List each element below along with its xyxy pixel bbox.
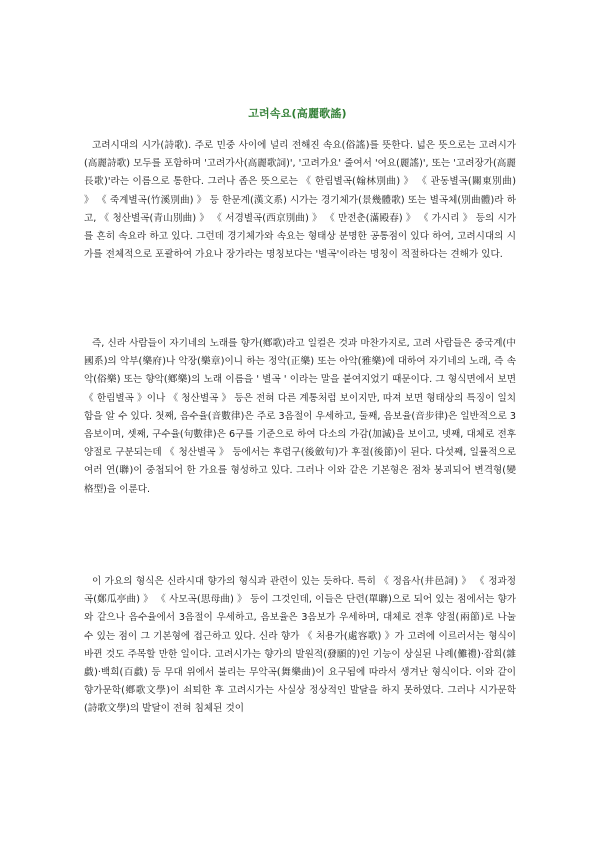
document-title: 고려속요(高麗歌謠) [248,107,347,120]
paragraph-1: 고려시대의 시가(詩歌). 주로 민중 사이에 널리 전해진 속요(俗謠)를 뜻한다. 넓은 뜻으로는 고려시가(高麗詩歌) 모두를 포함하며 '고려가사(高麗歌詞)', '고려가요' 줄여서 '여요(麗謠)', 또는 '고려장가(高麗長歌)'라는 이름으로 통한다. 그러나 좁은 뜻으로는 《 한림별곡(翰林別曲) 》 《 관동별곡(關東別曲) 》 《 죽계별곡(竹溪別曲) 》 등 한문계(漢文系) 시가는 경기체가(景幾體歌) 또는 별곡체(別曲體)라 하고, 《 청산별곡(青山別曲) 》 《 서경별곡(西京別曲) 》 《 만전춘(滿殿春) 》 《 가시리 》 등의 시가를 흔히 속요라 하고 있다. 그런데 경기체가와 속요는 형태상 분명한 공통점이 있다 하여, 고려시대의 시가를 전체적으로 포괄하여 가요나 장가라는 명칭보다는 '별곡'이라는 명칭이 적절하다는 견해가 있다. [84,140,516,261]
paragraph-3: 이 가요의 형식은 신라시대 향가의 형식과 관련이 있는 듯하다. 특히 《 정읍사(井邑詞) 》 《 정과정곡(鄭瓜亭曲) 》 《 사모곡(思母曲) 》 등이 그것인데, 이들은 단련(單聯)으로 되어 있는 점에서는 향가와 같으나 음수율에서 3음절이 우세하고, 음보율은 3음보가 우세하며, 대체로 전후 양절(兩節)로 나눌 수 있는 점이 그 기본형에 접근하고 있다. 신라 향가 《 처용가(處容歌) 》가 고려에 이르러서는 형식이 바뀐 것도 주목할 만한 일이다. 고려시가는 향가의 발원적(發願的)인 기능이 상실된 나례(儺禮)·잡희(雜戱)·백희(百戱) 등 무대 위에서 불리는 무악곡(舞樂曲)이 요구됨에 따라서 생겨난 형식이다. 이와 같이 향가문학(鄕歌文學)이 쇠퇴한 후 고려시가는 사실상 정상적인 발달을 하지 못하였다. 그러나 시가문학(詩歌文學)의 발달이 전혀 침체된 것이 [84,576,516,715]
paragraph-2: 즉, 신라 사람들이 자기네의 노래를 향가(鄕歌)라고 일컬은 것과 마찬가지로, 고려 사람들은 중국계(中國系)의 악부(樂府)나 악장(樂章)이니 하는 정악(正樂) 또는 아악(雅樂)에 대하여 자기네의 노래, 즉 속악(俗樂) 또는 향악(鄕樂)의 노래 이름을 ' 별곡 ' 이라는 말을 붙여지었기 때문이다. 그 형식면에서 보면 《 한림별곡 》이나 《 청산별곡 》 등은 전혀 다른 계통처럼 보이지만, 따져 보면 형태상의 특징이 일치함을 알 수 있다. 첫째, 음수율(音數律)은 주로 3음절이 우세하고, 둘째, 음보율(音步律)은 일반적으로 3음보이며, 셋째, 구수율(句數律)은 6구를 기준으로 하여 다소의 가감(加減)을 보이고, 넷째, 대체로 전후 양절로 구분되는데 《 청산별곡 》 등에서는 후렴구(後斂句)가 후절(後節)이 된다. 다섯째, 일률적으로 여러 연(聯)이 중첩되어 한 가요를 형성하고 있다. 그러나 이와 같은 기본형은 점차 붕괴되어 변격형(變格型)을 이룬다. [84,338,516,495]
